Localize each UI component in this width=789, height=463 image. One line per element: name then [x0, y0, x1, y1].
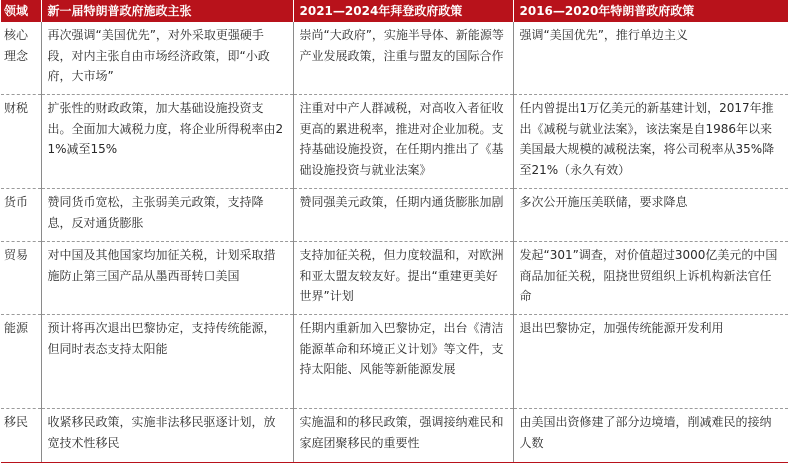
cell-trump-2016: 发起“301”调查，对价值超过3000亿美元的中国商品加征关税，阻挠世贸组织上诉机构新法官任命 — [513, 242, 788, 315]
cell-new-trump: 收紧移民政策，实施非法移民驱逐计划，放宽技术性移民 — [41, 409, 293, 463]
cell-trump-2016: 强调“美国优先”，推行单边主义 — [513, 22, 788, 95]
cell-biden: 任期内重新加入巴黎协定，出台《清洁能源革命和环境正义计划》等文件，支持太阳能、风能等新能源发展 — [293, 315, 513, 409]
table-row — [1, 189, 788, 242]
cell-domain: 移民 — [1, 409, 41, 463]
cell-biden: 崇尚“大政府”，实施半导体、新能源等产业发展政策，注重与盟友的国际合作 — [293, 22, 513, 95]
table-header — [1, 0, 788, 22]
cell-biden: 实施温和的移民政策，强调接纳难民和家庭团聚移民的重要性 — [293, 409, 513, 463]
cell-new-trump: 再次强调“美国优先”，对外采取更强硬手段，对内主张自由市场经济政策，即“小政府，大市场” — [41, 22, 293, 95]
header-domain: 领域 — [1, 0, 41, 22]
table-row — [1, 242, 788, 315]
cell-trump-2016: 退出巴黎协定，加强传统能源开发利用 — [513, 315, 788, 409]
cell-new-trump: 赞同货币宽松，主张弱美元政策，支持降息，反对通货膨胀 — [41, 189, 293, 242]
cell-new-trump: 对中国及其他国家均加征关税，计划采取措施防止第三国产品从墨西哥转口美国 — [41, 242, 293, 315]
cell-domain: 核心理念 — [1, 22, 41, 95]
header-trump-2016: 2016—2020年特朗普政府政策 — [513, 0, 788, 22]
table-row — [1, 315, 788, 409]
cell-domain: 财税 — [1, 95, 41, 189]
table-body — [1, 22, 788, 463]
header-new-trump: 新一届特朗普政府施政主张 — [41, 0, 293, 22]
cell-new-trump: 扩张性的财政政策，加大基础设施投资支出。全面加大减税力度，将企业所得税率由21%减至15% — [41, 95, 293, 189]
cell-trump-2016: 多次公开施压美联储，要求降息 — [513, 189, 788, 242]
cell-trump-2016: 由美国出资修建了部分边境墙，削减难民的接纳人数 — [513, 409, 788, 463]
table-row — [1, 22, 788, 95]
cell-domain: 能源 — [1, 315, 41, 409]
cell-new-trump: 预计将再次退出巴黎协定，支持传统能源，但同时表态支持太阳能 — [41, 315, 293, 409]
table-row — [1, 409, 788, 463]
cell-biden: 注重对中产人群减税，对高收入者征收更高的累进税率，推进对企业加税。支持基础设施投资，在任期内推出了《基础设施投资与就业法案》 — [293, 95, 513, 189]
policy-comparison-table — [1, 0, 788, 463]
cell-domain: 货币 — [1, 189, 41, 242]
cell-biden: 赞同强美元政策，任期内通货膨胀加剧 — [293, 189, 513, 242]
table-row — [1, 95, 788, 189]
cell-biden: 支持加征关税，但力度较温和，对欧洲和亚太盟友较友好。提出“重建更美好世界”计划 — [293, 242, 513, 315]
cell-domain: 贸易 — [1, 242, 41, 315]
header-row — [1, 0, 788, 22]
cell-trump-2016: 任内曾提出1万亿美元的新基建计划，2017年推出《减税与就业法案》，该法案是自1986年以来美国最大规模的减税法案，将公司税率从35%降至21%（永久有效） — [513, 95, 788, 189]
header-biden: 2021—2024年拜登政府政策 — [293, 0, 513, 22]
